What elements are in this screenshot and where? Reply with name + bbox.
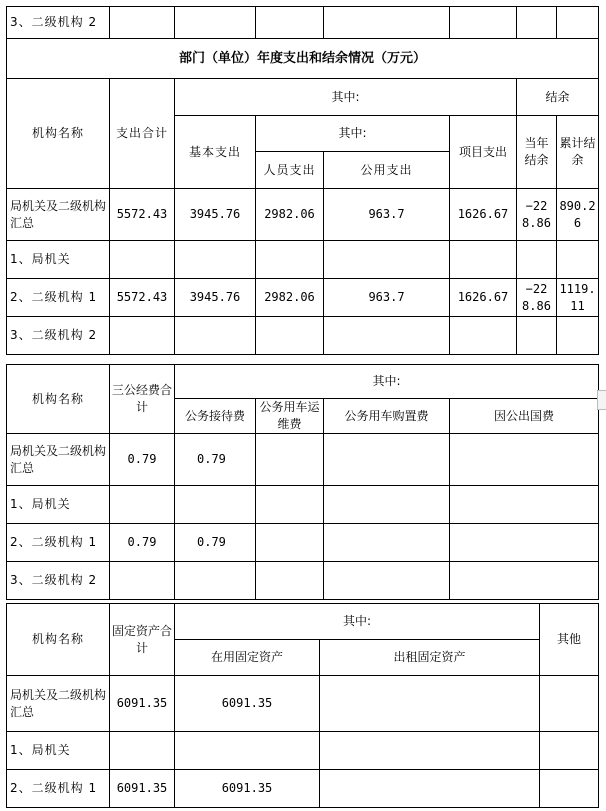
section-title: 部门（单位）年度支出和结余情况（万元） <box>7 39 599 79</box>
total-cell[interactable]: 5572.43 <box>110 189 175 241</box>
of-which-header: 其中: <box>175 365 599 399</box>
of-which-header: 其中: <box>175 604 540 640</box>
current-balance-header: 当年结余 <box>517 116 557 189</box>
abroad-header: 因公出国费 <box>450 399 599 434</box>
vehicle-ops-cell[interactable] <box>256 434 324 486</box>
table-row <box>7 486 599 524</box>
table-row <box>7 317 599 355</box>
table-row <box>7 241 599 279</box>
total-cell[interactable] <box>110 241 175 279</box>
cumulative-balance-cell[interactable]: 890.26 <box>557 189 599 241</box>
project-cell[interactable]: 1626.67 <box>450 189 517 241</box>
leased-cell[interactable] <box>320 770 540 808</box>
personnel-cell[interactable]: 2982.06 <box>256 189 324 241</box>
public-header: 公用支出 <box>324 152 450 189</box>
personnel-header: 人员支出 <box>256 152 324 189</box>
org-name-cell[interactable]: 2、二级机构 1 <box>7 524 110 562</box>
column-resize-handle[interactable] <box>597 390 606 410</box>
total-cell[interactable]: 6091.35 <box>110 770 175 808</box>
table-row <box>7 524 599 562</box>
other-cell[interactable] <box>540 676 599 732</box>
leased-cell[interactable] <box>320 732 540 770</box>
cumulative-balance-cell[interactable] <box>557 317 599 355</box>
project-cell[interactable]: 1626.67 <box>450 279 517 317</box>
basic-cell[interactable] <box>175 241 256 279</box>
in-use-cell[interactable]: 6091.35 <box>175 676 320 732</box>
balance-header: 结余 <box>517 79 599 116</box>
cumulative-balance-cell[interactable]: 1119.11 <box>557 279 599 317</box>
vehicle-ops-cell[interactable] <box>256 486 324 524</box>
org-name-cell[interactable]: 2、二级机构 1 <box>7 279 110 317</box>
cumulative-balance-cell[interactable] <box>557 241 599 279</box>
project-cell[interactable] <box>450 241 517 279</box>
current-balance-cell[interactable] <box>517 241 557 279</box>
table-row <box>7 562 599 600</box>
in-use-cell[interactable] <box>175 732 320 770</box>
other-cell[interactable] <box>540 770 599 808</box>
abroad-cell[interactable] <box>450 562 599 600</box>
table-row <box>7 189 599 241</box>
header-row <box>7 604 599 640</box>
org-name-cell[interactable]: 3、二级机构 2 <box>7 7 110 39</box>
vehicle-purchase-cell[interactable] <box>324 434 450 486</box>
project-cell[interactable] <box>450 317 517 355</box>
reception-header: 公务接待费 <box>175 399 256 434</box>
table-row <box>7 676 599 732</box>
table-row <box>7 7 599 39</box>
org-name-cell[interactable]: 3、二级机构 2 <box>7 317 110 355</box>
org-name-cell[interactable]: 1、局机关 <box>7 486 110 524</box>
total-header: 支出合计 <box>110 79 175 189</box>
leased-cell[interactable] <box>320 676 540 732</box>
abroad-cell[interactable] <box>450 434 599 486</box>
total-cell[interactable] <box>110 317 175 355</box>
reception-cell[interactable]: 0.79 <box>175 524 256 562</box>
personnel-cell[interactable] <box>256 241 324 279</box>
reception-cell[interactable]: 0.79 <box>175 434 256 486</box>
org-name-cell[interactable]: 1、局机关 <box>7 241 110 279</box>
current-balance-cell[interactable]: −228.86 <box>517 279 557 317</box>
total-cell[interactable] <box>110 732 175 770</box>
total-header: 三公经费合计 <box>110 365 175 434</box>
reception-cell[interactable] <box>175 486 256 524</box>
other-header: 其他 <box>540 604 599 676</box>
org-name-header: 机构名称 <box>7 79 110 189</box>
public-cell[interactable] <box>324 241 450 279</box>
abroad-cell[interactable] <box>450 524 599 562</box>
header-row <box>7 79 599 116</box>
vehicle-ops-cell[interactable] <box>256 524 324 562</box>
org-name-header: 机构名称 <box>7 365 110 434</box>
project-header: 项目支出 <box>450 116 517 189</box>
basic-cell[interactable]: 3945.76 <box>175 189 256 241</box>
table-row <box>7 770 599 808</box>
vehicle-purchase-header: 公务用车购置费 <box>324 399 450 434</box>
org-name-cell[interactable]: 3、二级机构 2 <box>7 562 110 600</box>
table-row <box>7 434 599 486</box>
of-which-header: 其中: <box>175 79 517 116</box>
vehicle-ops-cell[interactable] <box>256 562 324 600</box>
current-balance-cell[interactable]: −228.86 <box>517 189 557 241</box>
org-name-cell[interactable]: 局机关及二级机构汇总 <box>7 434 110 486</box>
in-use-header: 在用固定资产 <box>175 640 320 676</box>
total-cell[interactable]: 5572.43 <box>110 279 175 317</box>
public-cell[interactable] <box>324 317 450 355</box>
personnel-cell[interactable]: 2982.06 <box>256 279 324 317</box>
total-cell[interactable] <box>110 486 175 524</box>
in-use-cell[interactable]: 6091.35 <box>175 770 320 808</box>
current-balance-cell[interactable] <box>517 317 557 355</box>
total-cell[interactable]: 6091.35 <box>110 676 175 732</box>
org-name-cell[interactable]: 2、二级机构 1 <box>7 770 110 808</box>
cumulative-balance-header: 累计结余 <box>557 116 599 189</box>
vehicle-purchase-cell[interactable] <box>324 562 450 600</box>
total-header: 固定资产合计 <box>110 604 175 676</box>
fixed-assets-table <box>6 603 599 808</box>
expenditure-table <box>6 6 599 355</box>
vehicle-purchase-cell[interactable] <box>324 524 450 562</box>
public-cell[interactable]: 963.7 <box>324 189 450 241</box>
abroad-cell[interactable] <box>450 486 599 524</box>
table-row <box>7 732 599 770</box>
total-cell[interactable]: 0.79 <box>110 434 175 486</box>
total-cell[interactable]: 0.79 <box>110 524 175 562</box>
org-name-cell[interactable]: 1、局机关 <box>7 732 110 770</box>
org-name-cell[interactable]: 局机关及二级机构汇总 <box>7 189 110 241</box>
total-cell[interactable] <box>110 562 175 600</box>
table-row <box>7 279 599 317</box>
other-cell[interactable] <box>540 732 599 770</box>
vehicle-purchase-cell[interactable] <box>324 486 450 524</box>
header-row <box>7 365 599 399</box>
basic-cell[interactable] <box>175 317 256 355</box>
reception-cell[interactable] <box>175 562 256 600</box>
vehicle-ops-header: 公务用车运维费 <box>256 399 324 434</box>
public-cell[interactable]: 963.7 <box>324 279 450 317</box>
table-title-row <box>7 39 599 79</box>
three-public-expenses-table <box>6 364 599 600</box>
basic-header: 基本支出 <box>175 116 256 189</box>
leased-header: 出租固定资产 <box>320 640 540 676</box>
basic-cell[interactable]: 3945.76 <box>175 279 256 317</box>
personnel-cell[interactable] <box>256 317 324 355</box>
org-name-cell[interactable]: 局机关及二级机构汇总 <box>7 676 110 732</box>
of-which-sub-header: 其中: <box>256 116 450 152</box>
org-name-header: 机构名称 <box>7 604 110 676</box>
